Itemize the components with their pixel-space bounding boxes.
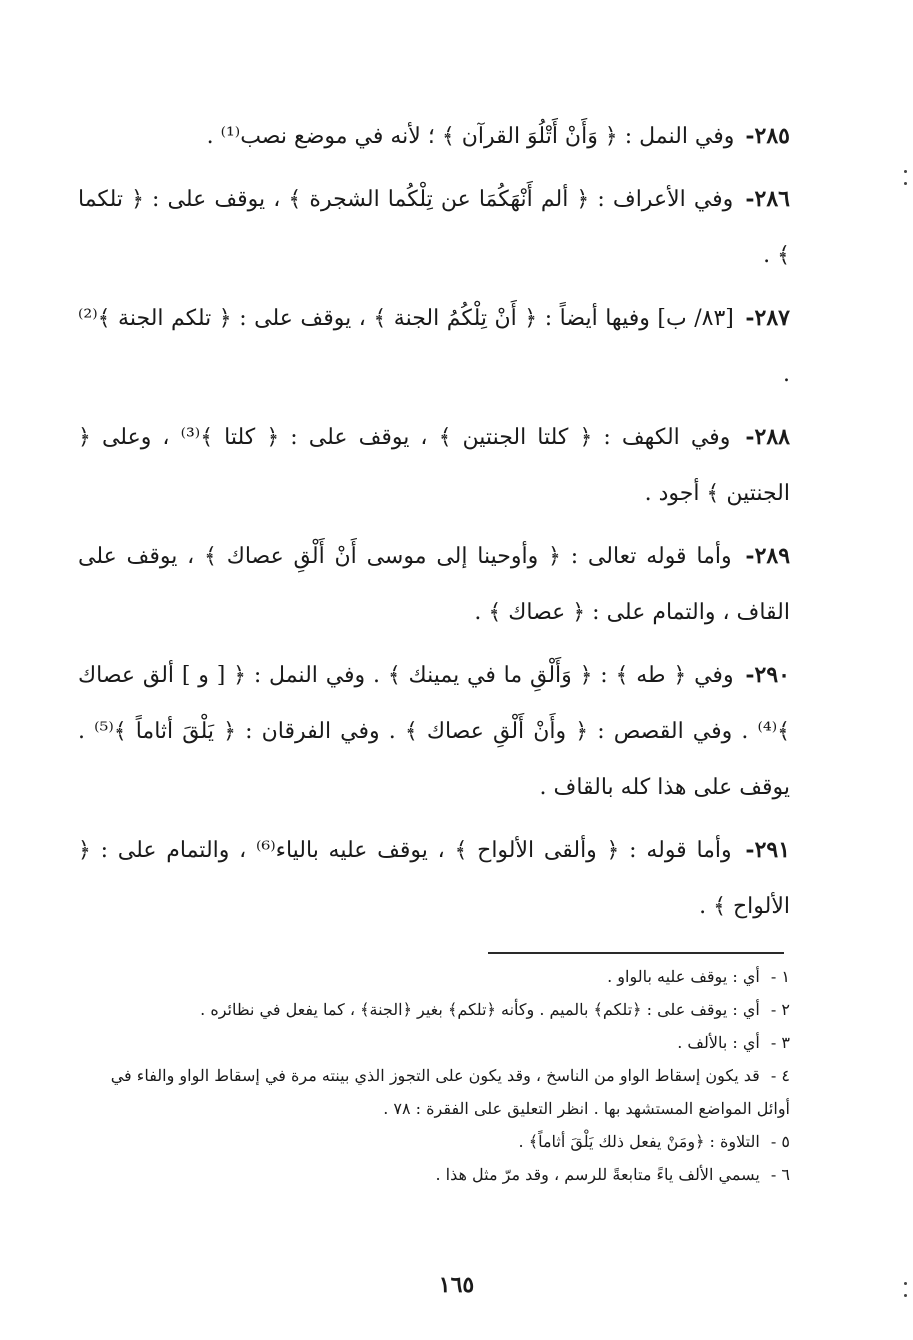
paragraph-number: ٢٨٩-: [745, 543, 791, 569]
paragraph-289: [78, 528, 790, 641]
paragraph-number: ٢٨٥-: [745, 123, 790, 149]
paragraph-text: وأما قوله تعالى : ﴿ وأوحينا إلى موسى أَنْ أَلْقِ عصاك ﴾ ، يوقف على القاف ، والتمام على : ﴿ عصاك ﴾ .: [78, 544, 790, 625]
paragraph-285: [78, 108, 790, 165]
paragraph-number: ٢٨٧-: [745, 305, 790, 331]
footnote-number: ٣ -: [770, 1033, 790, 1052]
scan-speck: [904, 1294, 907, 1297]
footnote-2: [78, 993, 790, 1026]
footnote-text: أي : يوقف عليه بالواو .: [607, 967, 760, 986]
main-text: [78, 108, 790, 941]
paragraph-number: ٢٨٨-: [745, 424, 790, 450]
footnote-1: [78, 960, 790, 993]
paragraph-number: ٢٩١-: [745, 837, 791, 863]
footnote-number: ٤ -: [770, 1066, 790, 1085]
scan-speck: [904, 170, 907, 173]
footnote-3: [78, 1026, 790, 1059]
footnote-5: [78, 1125, 790, 1158]
paragraph-text: [٨٣/ ب] وفيها أيضاً : ﴿ أَنْ تِلْكُمُ الجنة ﴾ ، يوقف على : ﴿ تلكم الجنة ﴾⁽²⁾ .: [78, 306, 790, 387]
footnote-4: [78, 1059, 790, 1125]
footnotes: [78, 960, 790, 1191]
paragraph-286: [78, 171, 790, 284]
footnote-divider: [488, 952, 784, 954]
footnote-6: [78, 1158, 790, 1191]
footnote-text: يسمي الألف ياءً متابعةً للرسم ، وقد مرّ مثل هذا .: [435, 1165, 760, 1184]
paragraph-text: وفي الكهف : ﴿ كلتا الجنتين ﴾ ، يوقف على : ﴿ كلتا ﴾⁽³⁾ ، وعلى ﴿ الجنتين ﴾ أجود .: [78, 425, 790, 506]
footnote-text: قد يكون إسقاط الواو من الناسخ ، وقد يكون على التجوز الذي بينته مرة في إسقاط الواو والفاء في أوائل المواضع المستشهد بها . انظر التعليق على الفقرة : ٧٨ .: [110, 1066, 790, 1118]
paragraph-text: وفي ﴿ طه ﴾ : ﴿ وَأَلْقِ ما في يمينك ﴾ . وفي النمل : ﴿ [ و ] ألق عصاك ﴾⁽⁴⁾ . وفي القصص : ﴿ وأَنْ أَلْقِ عصاك ﴾ . وفي الفرقان : ﴿ يَلْقَ أثاماً ﴾⁽⁵⁾ . يوقف على هذا كله بالقاف .: [78, 663, 790, 800]
footnote-text: التلاوة : ﴿ومَنْ يفعل ذلك يَلْقَ أثاماً﴾ .: [518, 1132, 760, 1151]
paragraph-text: وفي الأعراف : ﴿ ألم أَنْهَكُمَا عن تِلْكُما الشجرة ﴾ ، يوقف على : ﴿ تلكما ﴾ .: [78, 187, 790, 268]
scan-speck: [904, 182, 907, 185]
paragraph-290: [78, 647, 790, 816]
scan-speck: [904, 1282, 907, 1285]
footnote-number: ٦ -: [770, 1165, 790, 1184]
footnote-number: ١ -: [770, 967, 790, 986]
paragraph-288: [78, 409, 790, 522]
footnote-text: أي : يوقف على : ﴿تلكم﴾ بالميم . وكأنه ﴿تلكم﴾ بغير ﴿الجنة﴾ ، كما يفعل في نظائره .: [200, 1000, 760, 1019]
paragraph-number: ٢٨٦-: [745, 186, 790, 212]
paragraph-291: [78, 822, 790, 935]
footnote-number: ٥ -: [770, 1132, 790, 1151]
footnote-number: ٢ -: [770, 1000, 790, 1019]
footnote-text: أي : بالألف .: [677, 1033, 760, 1052]
paragraph-287: [78, 290, 790, 403]
paragraph-text: وفي النمل : ﴿ وَأَنْ أَتْلُوَ القرآن ﴾ ؛ لأنه في موضع نصب⁽¹⁾ .: [206, 124, 735, 149]
paragraph-text: وأما قوله : ﴿ وألقى الألواح ﴾ ، يوقف عليه بالياء⁽⁶⁾ ، والتمام على : ﴿ الألواح ﴾ .: [78, 838, 790, 919]
page-number: ١٦٥: [438, 1272, 475, 1298]
paragraph-number: ٢٩٠-: [745, 662, 790, 688]
